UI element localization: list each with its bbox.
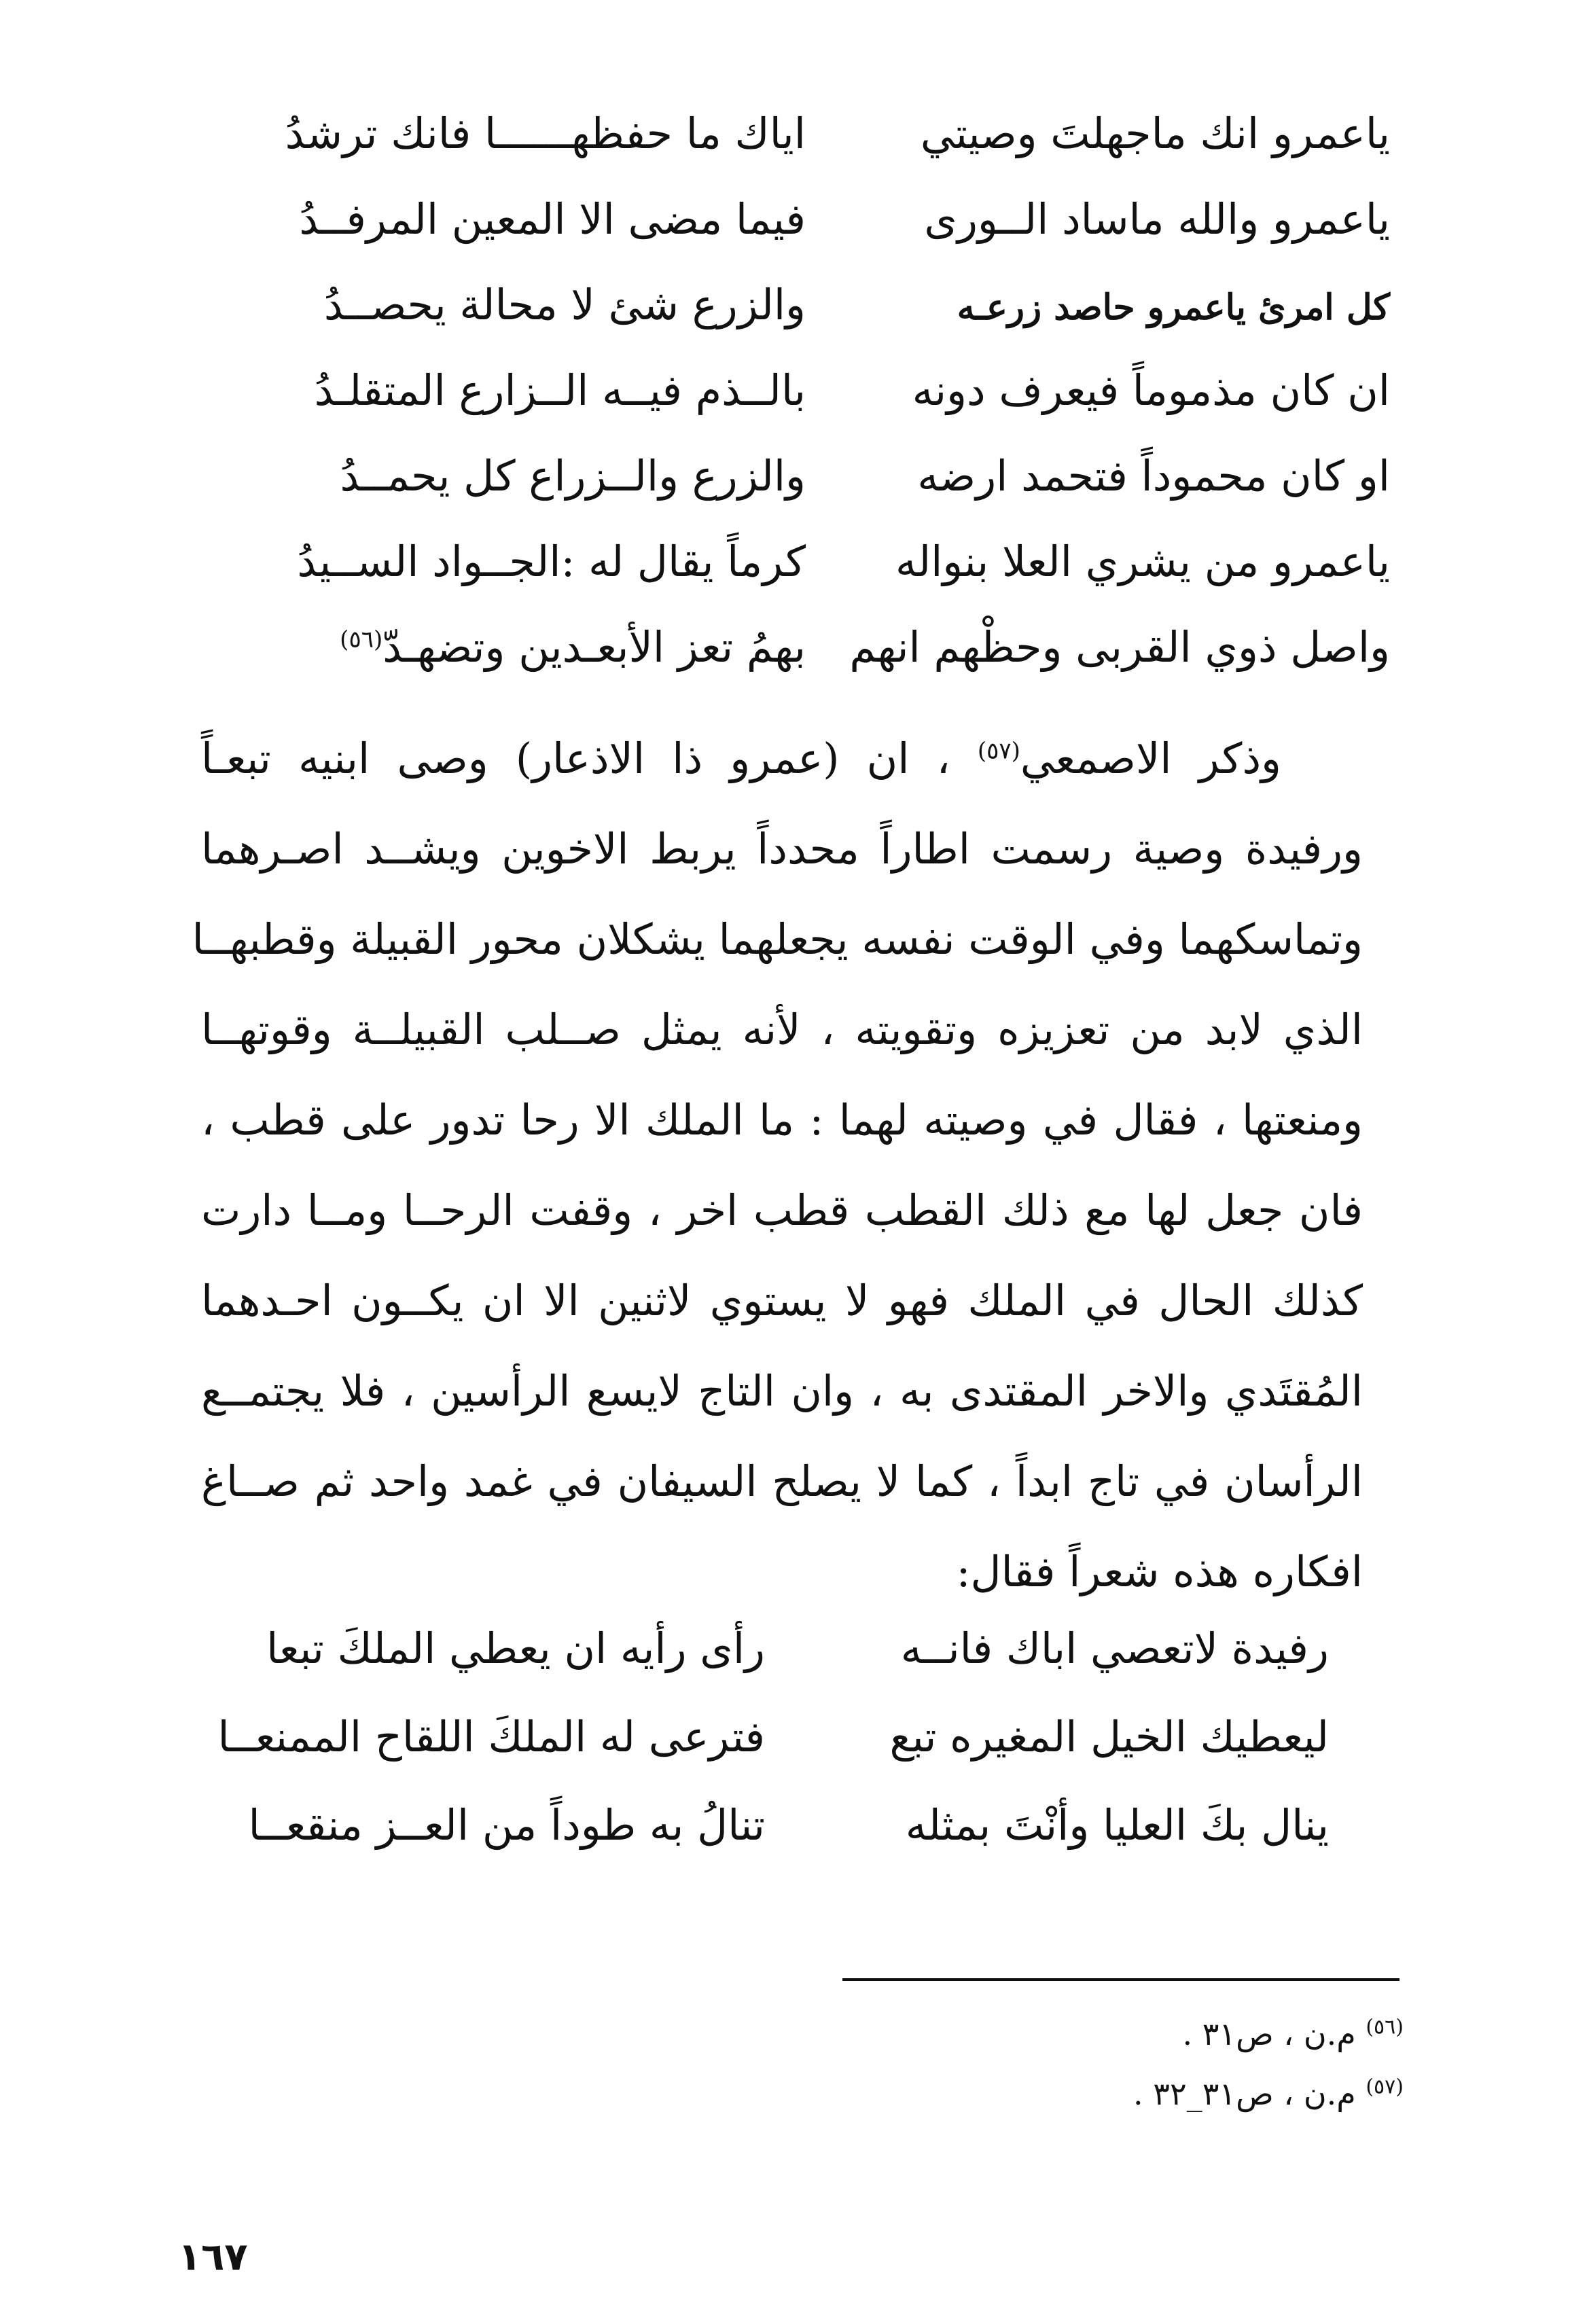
footnote-text: م.ن ، ص٣١ . (1182, 2016, 1356, 2052)
poem2-verse (160, 1624, 1329, 1673)
footnotes (792, 2004, 1404, 2124)
prose-text: وذكر الاصمعي (1020, 734, 1281, 783)
footnote-number: (٥٧) (1366, 2075, 1404, 2099)
poem1-verse (160, 622, 1390, 672)
page-number: ١٦٧ (178, 2235, 248, 2279)
poem1-verse (160, 280, 1390, 329)
footnote-number: (٥٦) (1366, 2015, 1404, 2039)
verse-first-hemistich: ان كان مذموماً فيعرف دونه (912, 365, 1390, 415)
hemistich-text: بهمُ تعز الأبعـدين وتضهـدّ (382, 622, 806, 672)
prose-line: فان جعل لها مع ذلك القطب قطب اخر ، وقفت الرحــا ومــا دارت (201, 1185, 1363, 1235)
poem2-verse (160, 1712, 1329, 1762)
prose-line: كذلك الحال في الملك فهو لا يستوي لاثنين الا ان يكــون احـدهما (201, 1276, 1363, 1325)
verse-second-hemistich: فيما مضى الا المعين المرفــدُ (299, 194, 806, 244)
prose-line: المُقتَدي والاخر المقتدى به ، وان التاج لايسع الرأسين ، فلا يجتمــع (201, 1366, 1363, 1416)
footnote-ref: (٥٧) (977, 737, 1020, 765)
verse-first-hemistich: ياعمرو والله ماساد الــورى (924, 194, 1390, 244)
verse-first-hemistich: واصل ذوي القربى وحظْهم انهم (849, 622, 1390, 672)
prose-paragraph (192, 713, 1363, 1617)
footnote-ref: (٥٦) (340, 626, 383, 654)
verse-first-hemistich: ياعمرو انك ماجهلتَ وصيتي (920, 109, 1390, 158)
prose-line: ورفيدة وصية رسمت اطاراً محدداً يربط الاخوين ويشــد اصـرهما (201, 824, 1363, 874)
footnote-divider (842, 1978, 1399, 1981)
prose-line: الذي لابد من تعزيزه وتقويته ، لأنه يمثل صــلب القبيلــة وقوتهــا (201, 1005, 1363, 1054)
footnote (792, 2004, 1404, 2064)
footnote-text: م.ن ، ص٣١_٣٢ . (1133, 2075, 1356, 2112)
prose-line: افكاره هذه شعراً فقال: (956, 1547, 1363, 1596)
prose-line: الرأسان في تاج ابداً ، كما لا يصلح السيفان في غمد واحد ثم صــاغ (201, 1456, 1363, 1506)
verse-first-hemistich: او كان محموداً فتحمد ارضه (917, 451, 1390, 501)
footnote (792, 2064, 1404, 2124)
verse-second-hemistich: بالــذم فيــه الــزارع المتقلـدُ (314, 365, 806, 415)
prose-line: ومنعتها ، فقال في وصيته لهما : ما الملك الا رحا تدور على قطب ، (201, 1095, 1363, 1145)
poem1-verse (160, 109, 1390, 158)
verse-second-hemistich: والزرع شئ لا محالة يحصــدُ (323, 280, 806, 329)
poem1-verse (160, 451, 1390, 501)
verse-first-hemistich: رفيدة لاتعصي اباك فانــه (900, 1624, 1329, 1673)
verse-second-hemistich (160, 622, 806, 672)
verse-second-hemistich: كرماً يقال له :الجــواد الســيدُ (297, 537, 806, 586)
verse-first-hemistich: ليعطيك الخيل المغيره تبع (889, 1712, 1329, 1762)
verse-second-hemistich: اياك ما حفظهــــــا فانك ترشدُ (285, 109, 806, 158)
verse-first-hemistich: كل امرئ ياعمرو حاصد زرعـه (957, 287, 1390, 328)
prose-text: ، ان (عمرو ذا الاذعار) وصى ابنيه تبعـاً (201, 734, 978, 783)
verse-second-hemistich: تنالُ به طوداً من العــز منقعــا (248, 1800, 765, 1850)
verse-first-hemistich: ينال بكَ العليا وأنْتَ بمثله (905, 1800, 1329, 1850)
verse-second-hemistich: رأى رأيه ان يعطي الملكَ تبعا (266, 1624, 765, 1673)
verse-second-hemistich: والزرع والــزراع كل يحمــدُ (340, 451, 806, 501)
verse-second-hemistich: فترعى له الملكَ اللقاح الممنعــا (217, 1712, 765, 1762)
prose-line: وتماسكهما وفي الوقت نفسه يجعلهما يشكلان محور القبيلة وقطبهــا (192, 914, 1363, 964)
poem2-verse (160, 1800, 1329, 1850)
poem1-verse (160, 537, 1390, 586)
poem1-verse (160, 194, 1390, 244)
prose-line (201, 713, 1363, 804)
poem1-verse (160, 365, 1390, 415)
verse-first-hemistich: ياعمرو من يشري العلا بنواله (895, 537, 1390, 586)
